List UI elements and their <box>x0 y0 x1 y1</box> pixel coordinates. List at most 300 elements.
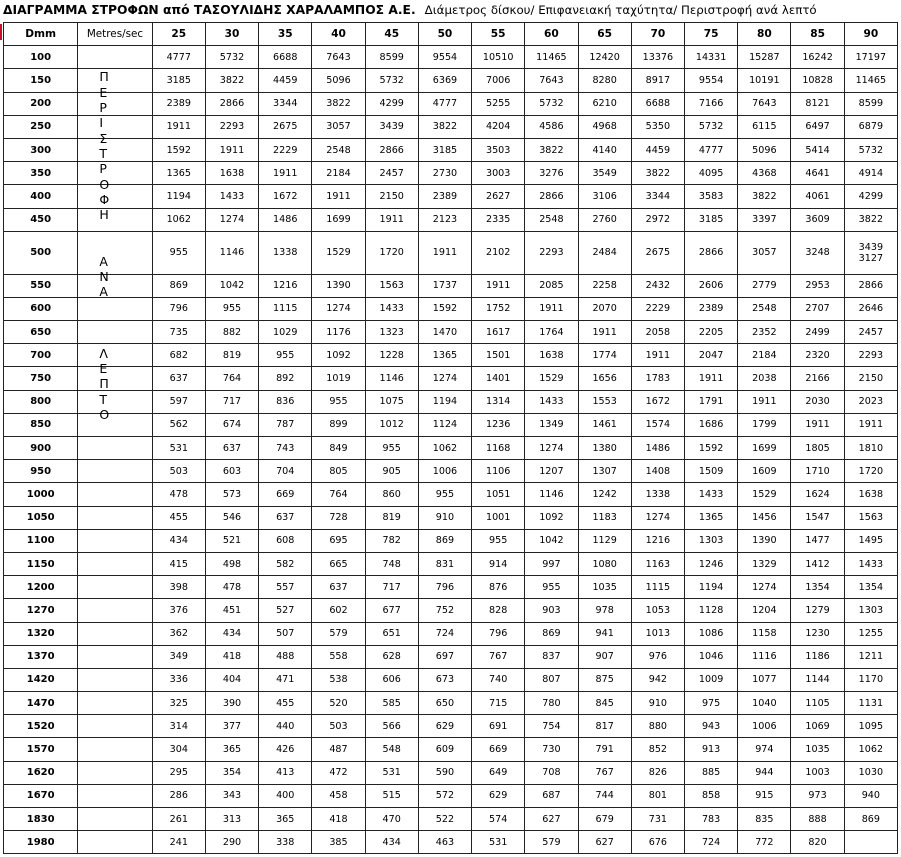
rpm-cell: 5096 <box>312 69 365 92</box>
rpm-cell: 679 <box>578 808 631 831</box>
dmm-cell: 1270 <box>4 599 78 622</box>
rpm-cell: 955 <box>472 529 525 552</box>
rpm-cell: 1303 <box>844 599 897 622</box>
rpm-cell: 2335 <box>472 208 525 231</box>
rpm-cell: 8599 <box>365 46 418 69</box>
rpm-cell: 2102 <box>472 231 525 274</box>
rpm-cell: 817 <box>578 715 631 738</box>
table-row <box>4 231 898 274</box>
rpm-cell: 2030 <box>791 390 844 413</box>
rpm-cell: 1456 <box>738 506 791 529</box>
rpm-cell: 3003 <box>472 162 525 185</box>
rpm-cell: 627 <box>525 808 578 831</box>
rpm-cell: 11465 <box>525 46 578 69</box>
rpm-cell: 2707 <box>791 297 844 320</box>
dmm-cell: 700 <box>4 344 78 367</box>
dmm-cell: 500 <box>4 231 78 274</box>
rpm-cell: 2150 <box>365 185 418 208</box>
vertical-label-letter: Η <box>99 207 109 223</box>
header-speed: 30 <box>205 23 258 46</box>
rpm-cell: 1911 <box>738 390 791 413</box>
header-speed: 65 <box>578 23 631 46</box>
rpm-cell: 1236 <box>472 413 525 436</box>
rpm-cell: 974 <box>738 738 791 761</box>
rpm-cell: 7643 <box>738 92 791 115</box>
vertical-label-letter: Π <box>99 376 109 392</box>
rpm-cell: 566 <box>365 715 418 738</box>
rpm-cell: 828 <box>472 599 525 622</box>
rpm-cell: 2866 <box>525 185 578 208</box>
dmm-cell: 450 <box>4 208 78 231</box>
rpm-cell: 4061 <box>791 185 844 208</box>
rpm-cell: 1323 <box>365 321 418 344</box>
rpm-cell: 730 <box>525 738 578 761</box>
rpm-cell: 903 <box>525 599 578 622</box>
rpm-cell: 1799 <box>738 413 791 436</box>
rpm-cell: 1401 <box>472 367 525 390</box>
dmm-cell: 900 <box>4 437 78 460</box>
rpm-cell: 2760 <box>578 208 631 231</box>
rpm-cell: 869 <box>525 622 578 645</box>
rpm-cell: 3609 <box>791 208 844 231</box>
rpm-cell: 1019 <box>312 367 365 390</box>
dmm-cell: 1520 <box>4 715 78 738</box>
rpm-cell: 4459 <box>631 138 684 161</box>
rpm-cell: 15287 <box>738 46 791 69</box>
table-row <box>4 460 898 483</box>
dmm-cell: 150 <box>4 69 78 92</box>
rpm-cell: 978 <box>578 599 631 622</box>
rpm-cell: 2953 <box>791 274 844 297</box>
rpm-cell: 434 <box>205 622 258 645</box>
rpm-cell: 12420 <box>578 46 631 69</box>
vertical-label-letter: Ν <box>99 268 109 284</box>
rpm-cell: 6115 <box>738 115 791 138</box>
rpm-cell: 940 <box>844 784 897 807</box>
rpm-cell: 3439 <box>365 115 418 138</box>
dmm-cell: 1420 <box>4 668 78 691</box>
rpm-cell: 487 <box>312 738 365 761</box>
table-row <box>4 668 898 691</box>
rpm-cell: 1592 <box>152 138 205 161</box>
rpm-cell: 2184 <box>312 162 365 185</box>
rpm-cell: 503 <box>152 460 205 483</box>
rpm-cell: 743 <box>259 437 312 460</box>
rpm-cell: 1911 <box>152 115 205 138</box>
rpm-cell: 1030 <box>844 761 897 784</box>
table-row <box>4 715 898 738</box>
rpm-cell: 2085 <box>525 274 578 297</box>
rpm-cell: 836 <box>259 390 312 413</box>
rpm-cell: 434 <box>365 831 418 854</box>
rpm-cell: 3248 <box>791 231 844 274</box>
table-row <box>4 208 898 231</box>
rpm-cell: 3503 <box>472 138 525 161</box>
rpm-cell: 4140 <box>578 138 631 161</box>
rpm-cell <box>844 831 897 854</box>
rpm-cell: 880 <box>631 715 684 738</box>
vertical-label-letter: Ο <box>99 406 110 422</box>
metres-sec-cell <box>78 231 152 274</box>
header-speed: 70 <box>631 23 684 46</box>
table-row <box>4 138 898 161</box>
rpm-cell: 735 <box>152 321 205 344</box>
rpm-cell: 2058 <box>631 321 684 344</box>
rpm-cell: 695 <box>312 529 365 552</box>
rpm-cell: 8917 <box>631 69 684 92</box>
rpm-cell: 1075 <box>365 390 418 413</box>
dmm-cell: 300 <box>4 138 78 161</box>
header-metres-sec: Metres/sec <box>78 23 152 46</box>
rpm-cell: 2432 <box>631 274 684 297</box>
rpm-cell: 882 <box>205 321 258 344</box>
rpm-cell: 2023 <box>844 390 897 413</box>
rpm-cell: 1158 <box>738 622 791 645</box>
dmm-cell: 800 <box>4 390 78 413</box>
rpm-cell: 1176 <box>312 321 365 344</box>
metres-sec-cell <box>78 297 152 320</box>
rpm-cell: 585 <box>365 692 418 715</box>
rpm-cell: 3583 <box>685 185 738 208</box>
rpm-cell: 10828 <box>791 69 844 92</box>
rpm-cell: 538 <box>312 668 365 691</box>
rpm-cell: 1062 <box>418 437 471 460</box>
table-row <box>4 185 898 208</box>
metres-sec-cell <box>78 460 152 483</box>
header-speed: 75 <box>685 23 738 46</box>
rpm-cell: 2389 <box>152 92 205 115</box>
rpm-cell: 5732 <box>205 46 258 69</box>
rpm-cell: 914 <box>472 552 525 575</box>
rpm-cell: 955 <box>365 437 418 460</box>
rpm-cell: 2229 <box>631 297 684 320</box>
rpm-cell: 767 <box>472 645 525 668</box>
table-row <box>4 274 898 297</box>
rpm-cell: 1911 <box>418 231 471 274</box>
rpm-cell: 3549 <box>578 162 631 185</box>
table-row <box>4 529 898 552</box>
rpm-cell: 783 <box>685 808 738 831</box>
dmm-cell: 200 <box>4 92 78 115</box>
rpm-cell: 826 <box>631 761 684 784</box>
rpm-cell: 1365 <box>152 162 205 185</box>
document-title: ΔΙΑΓΡΑΜΜΑ ΣΤΡΟΦΩΝ από ΤΑΣΟΥΛΙΔΗΣ ΧΑΡΑΛΑΜΠΟΣ Α.Ε. <box>3 3 416 17</box>
rpm-cell: 4204 <box>472 115 525 138</box>
rpm-cell: 2866 <box>685 231 738 274</box>
table-row <box>4 506 898 529</box>
rpm-cell: 365 <box>205 738 258 761</box>
rpm-cell: 9554 <box>418 46 471 69</box>
rpm-cell: 674 <box>205 413 258 436</box>
rpm-cell: 2866 <box>844 274 897 297</box>
rpm-cell: 4299 <box>844 185 897 208</box>
rpm-cell: 1501 <box>472 344 525 367</box>
rpm-cell: 3276 <box>525 162 578 185</box>
rpm-cell: 478 <box>152 483 205 506</box>
rpm-cell: 1124 <box>418 413 471 436</box>
rpm-cell: 1470 <box>418 321 471 344</box>
rpm-cell: 455 <box>259 692 312 715</box>
rpm-cell: 8121 <box>791 92 844 115</box>
rpm-cell: 286 <box>152 784 205 807</box>
rpm-cell: 796 <box>472 622 525 645</box>
rpm-cell: 1810 <box>844 437 897 460</box>
rpm-cell: 606 <box>365 668 418 691</box>
rpm-cell: 752 <box>418 599 471 622</box>
rpm-cell: 1433 <box>365 297 418 320</box>
rpm-cell: 413 <box>259 761 312 784</box>
rpm-cell: 418 <box>312 808 365 831</box>
rpm-cell: 557 <box>259 576 312 599</box>
rpm-cell: 955 <box>418 483 471 506</box>
rpm-cell: 354 <box>205 761 258 784</box>
metres-sec-cell <box>78 138 152 161</box>
dmm-cell: 1050 <box>4 506 78 529</box>
rpm-cell: 2320 <box>791 344 844 367</box>
rpm-cell: 677 <box>365 599 418 622</box>
rpm-cell: 440 <box>259 715 312 738</box>
rpm-cell: 1274 <box>312 297 365 320</box>
rpm-cell: 2484 <box>578 231 631 274</box>
rpm-cell: 1592 <box>418 297 471 320</box>
rpm-cell: 2779 <box>738 274 791 297</box>
rpm-cell: 941 <box>578 622 631 645</box>
rpm-cell: 365 <box>259 808 312 831</box>
rpm-cell: 1624 <box>791 483 844 506</box>
rpm-cell: 1279 <box>791 599 844 622</box>
metres-sec-cell <box>78 69 152 422</box>
rpm-cell: 1051 <box>472 483 525 506</box>
rpm-cell: 1547 <box>791 506 844 529</box>
rpm-cell: 1216 <box>631 529 684 552</box>
rpm-cell: 1069 <box>791 715 844 738</box>
vertical-label-letter: Ο <box>99 176 110 192</box>
rpm-cell: 875 <box>578 668 631 691</box>
rpm-cell: 1053 <box>631 599 684 622</box>
rpm-cell: 629 <box>418 715 471 738</box>
rpm-cell: 5732 <box>844 138 897 161</box>
table-row <box>4 808 898 831</box>
rpm-cell: 1129 <box>578 529 631 552</box>
header-speed: 60 <box>525 23 578 46</box>
rpm-cell: 241 <box>152 831 205 854</box>
vertical-label-letter: Τ <box>99 146 107 162</box>
rpm-cell: 498 <box>205 552 258 575</box>
rpm-cell: 377 <box>205 715 258 738</box>
rpm-cell: 522 <box>418 808 471 831</box>
rpm-cell: 1911 <box>685 367 738 390</box>
rpm-cell: 1168 <box>472 437 525 460</box>
rpm-cell: 975 <box>685 692 738 715</box>
rpm-cell: 6497 <box>791 115 844 138</box>
rpm-cell: 1911 <box>259 162 312 185</box>
vertical-label-letter: Φ <box>99 192 110 208</box>
rpm-cell: 1390 <box>312 274 365 297</box>
rpm-cell: 876 <box>472 576 525 599</box>
rpm-cell: 2258 <box>578 274 631 297</box>
rpm-cell: 1115 <box>631 576 684 599</box>
rpm-cell: 1477 <box>791 529 844 552</box>
rpm-cell: 691 <box>472 715 525 738</box>
table-row <box>4 761 898 784</box>
rpm-cell: 637 <box>205 437 258 460</box>
rpm-cell: 3822 <box>738 185 791 208</box>
rpm-cell: 1230 <box>791 622 844 645</box>
rpm-cell: 805 <box>312 460 365 483</box>
rpm-cell: 869 <box>418 529 471 552</box>
rpm-cell: 1529 <box>525 367 578 390</box>
vertical-label-letter: Ε <box>99 360 108 376</box>
rpm-cell: 2548 <box>738 297 791 320</box>
rpm-cell: 376 <box>152 599 205 622</box>
rpm-cell: 6210 <box>578 92 631 115</box>
rpm-cell: 7643 <box>525 69 578 92</box>
rpm-cell: 1105 <box>791 692 844 715</box>
rpm-cell: 801 <box>631 784 684 807</box>
rpm-cell: 2646 <box>844 297 897 320</box>
rpm-cell: 1686 <box>685 413 738 436</box>
rpm-cell: 2205 <box>685 321 738 344</box>
table-row <box>4 321 898 344</box>
rpm-cell: 4095 <box>685 162 738 185</box>
rpm-cell: 892 <box>259 367 312 390</box>
rpm-cell: 1092 <box>525 506 578 529</box>
rpm-cell: 5732 <box>525 92 578 115</box>
rpm-cell: 1911 <box>844 413 897 436</box>
rpm-cell: 1131 <box>844 692 897 715</box>
rpm-cell: 1144 <box>791 668 844 691</box>
rpm-cell: 2123 <box>418 208 471 231</box>
rpm-cell: 1720 <box>365 231 418 274</box>
rpm-cell: 1609 <box>738 460 791 483</box>
rpm-cell: 1656 <box>578 367 631 390</box>
rpm-cell: 1911 <box>312 185 365 208</box>
rpm-cell: 2293 <box>205 115 258 138</box>
metres-sec-cell <box>78 668 152 691</box>
rpm-cell: 418 <box>205 645 258 668</box>
vertical-label-letter: Ε <box>99 84 108 100</box>
rpm-cell: 669 <box>472 738 525 761</box>
rpm-cell: 837 <box>525 645 578 668</box>
rpm-cell: 5255 <box>472 92 525 115</box>
metres-sec-cell <box>78 208 152 231</box>
rpm-cell: 1029 <box>259 321 312 344</box>
rpm-cell: 349 <box>152 645 205 668</box>
rpm-cell: 261 <box>152 808 205 831</box>
rpm-cell: 1805 <box>791 437 844 460</box>
rpm-cell: 1390 <box>738 529 791 552</box>
rpm-cell: 531 <box>472 831 525 854</box>
rpm-cell: 14331 <box>685 46 738 69</box>
rpm-cell: 13376 <box>631 46 684 69</box>
metres-sec-cell <box>78 692 152 715</box>
vertical-label-letter: Τ <box>99 391 107 407</box>
rpm-cell: 807 <box>525 668 578 691</box>
rpm-cell: 2166 <box>791 367 844 390</box>
rpm-cell: 4368 <box>738 162 791 185</box>
rpm-cell: 314 <box>152 715 205 738</box>
rpm-cell: 907 <box>578 645 631 668</box>
rpm-cell: 1433 <box>525 390 578 413</box>
rpm-cell: 16242 <box>791 46 844 69</box>
rpm-cell: 1433 <box>685 483 738 506</box>
rpm-cell: 819 <box>205 344 258 367</box>
rpm-cell: 1710 <box>791 460 844 483</box>
rpm-cell: 1354 <box>844 576 897 599</box>
rpm-cell: 708 <box>525 761 578 784</box>
vertical-label-letter: Π <box>99 69 109 85</box>
rpm-cell: 10191 <box>738 69 791 92</box>
rpm-cell: 573 <box>205 483 258 506</box>
rpm-cell: 3822 <box>312 92 365 115</box>
rpm-cell: 717 <box>365 576 418 599</box>
rpm-cell: 1006 <box>738 715 791 738</box>
rpm-cell: 5732 <box>365 69 418 92</box>
rpm-cell: 1529 <box>312 231 365 274</box>
rpm-cell: 515 <box>365 784 418 807</box>
rpm-cell: 3185 <box>152 69 205 92</box>
rpm-cell: 7643 <box>312 46 365 69</box>
rpm-cell: 1412 <box>791 552 844 575</box>
table-row <box>4 692 898 715</box>
rpm-cell: 915 <box>738 784 791 807</box>
rpm-cell: 1509 <box>685 460 738 483</box>
rpm-cell: 1563 <box>844 506 897 529</box>
rpm-cell: 548 <box>365 738 418 761</box>
rpm-cell: 3185 <box>685 208 738 231</box>
rpm-cell: 2627 <box>472 185 525 208</box>
rpm-cell: 704 <box>259 460 312 483</box>
metres-sec-cell <box>78 390 152 413</box>
rpm-cell: 820 <box>791 831 844 854</box>
rpm-cell: 627 <box>578 831 631 854</box>
rpm-cell: 1204 <box>738 599 791 622</box>
rpm-cell: 1365 <box>685 506 738 529</box>
metres-sec-cell <box>78 274 152 300</box>
rpm-cell: 4777 <box>685 138 738 161</box>
rpm-cell: 2229 <box>259 138 312 161</box>
rpm-cell: 1207 <box>525 460 578 483</box>
header-speed: 40 <box>312 23 365 46</box>
rpm-cell: 1783 <box>631 367 684 390</box>
rpm-cell: 1911 <box>578 321 631 344</box>
rpm-cell: 313 <box>205 808 258 831</box>
rpm-cell: 649 <box>472 761 525 784</box>
rpm-cell: 4914 <box>844 162 897 185</box>
rpm-cell: 1274 <box>738 576 791 599</box>
rpm-cell: 860 <box>365 483 418 506</box>
vertical-label-letter: Ι <box>99 115 104 131</box>
dmm-cell: 1150 <box>4 552 78 575</box>
rpm-cell: 772 <box>738 831 791 854</box>
metres-sec-cell <box>78 46 152 69</box>
document-subtitle: Διάμετρος δίσκου/ Επιφανειακή ταχύτητα/ Περιστροφή ανά λεπτό <box>424 3 817 17</box>
header-speed: 45 <box>365 23 418 46</box>
rpm-cell: 451 <box>205 599 258 622</box>
rpm-cell: 295 <box>152 761 205 784</box>
rpm-cell: 531 <box>152 437 205 460</box>
rpm-cell: 531 <box>365 761 418 784</box>
rpm-cell: 1699 <box>312 208 365 231</box>
dmm-cell: 1000 <box>4 483 78 506</box>
rpm-cell: 845 <box>578 692 631 715</box>
rpm-cell: 325 <box>152 692 205 715</box>
rpm-cell: 1720 <box>844 460 897 483</box>
table-row <box>4 831 898 854</box>
rpm-cell: 1911 <box>472 274 525 297</box>
rpm-cell: 1146 <box>205 231 258 274</box>
rpm-cell: 4968 <box>578 115 631 138</box>
